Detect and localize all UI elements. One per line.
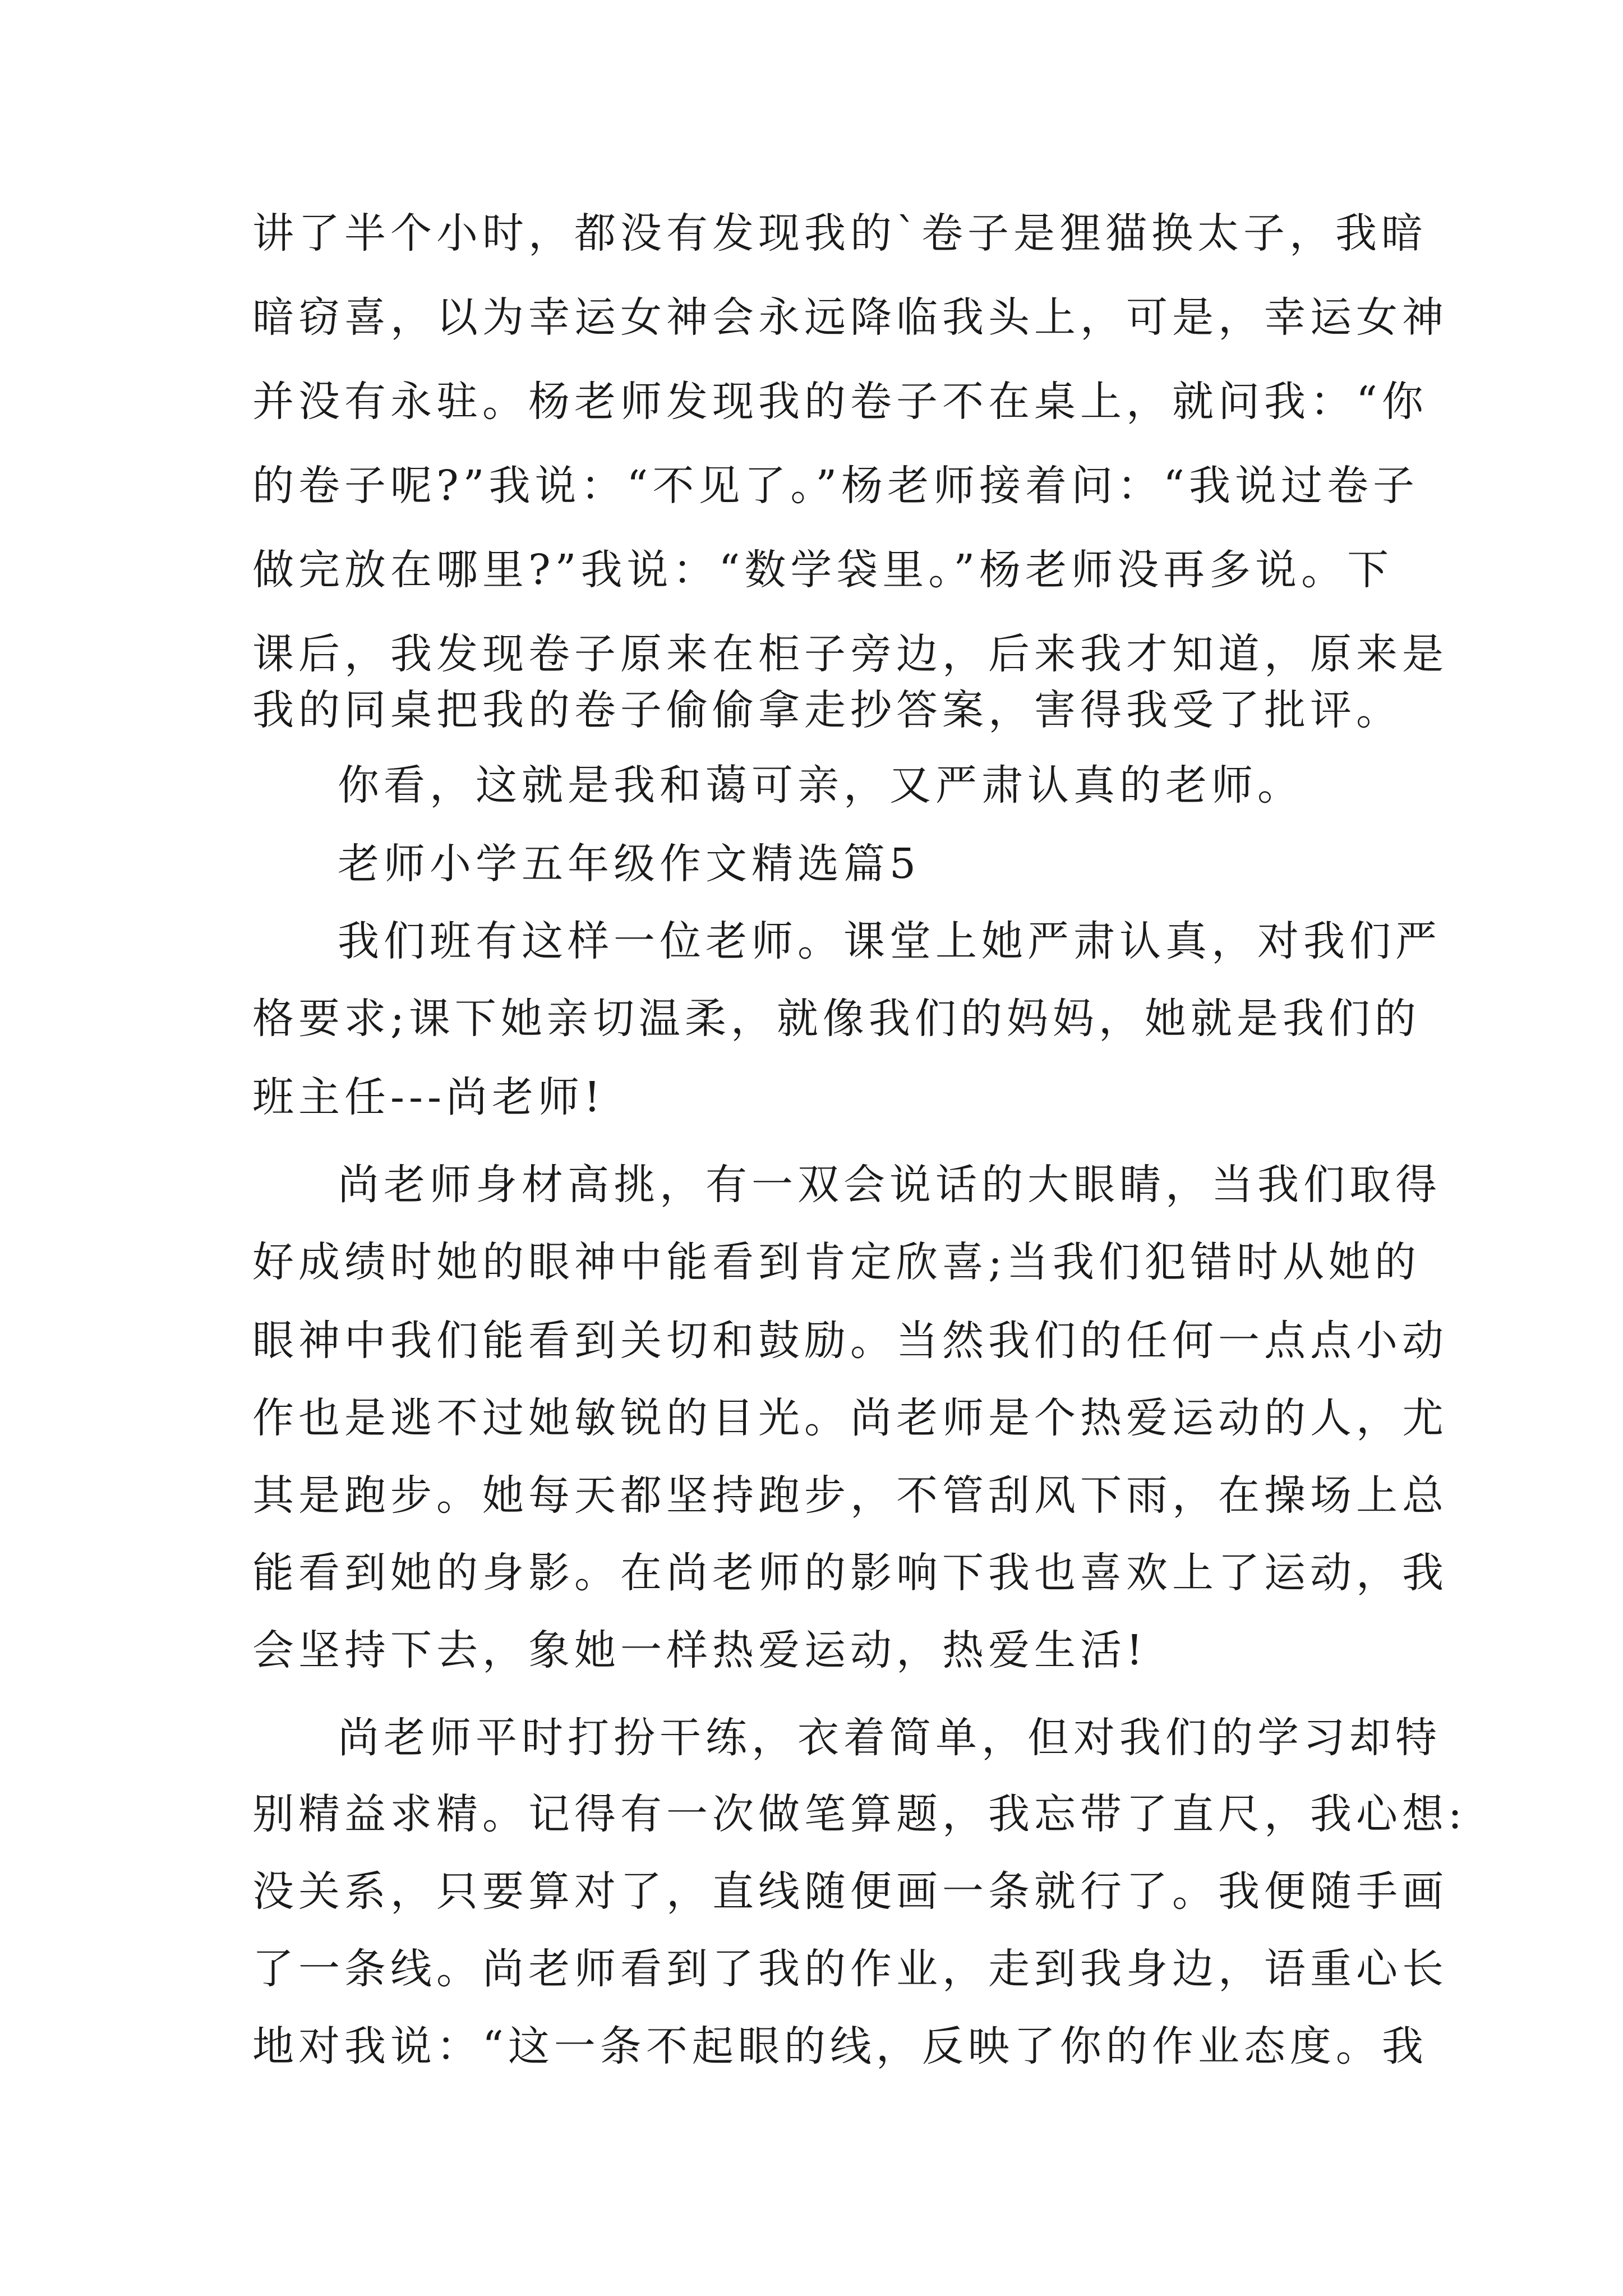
- text-line: 地对我说：“这一条不起眼的线，反映了你的作业态度。我: [252, 2022, 1428, 2070]
- text-line: 作也是逃不过她敏锐的目光。尚老师是个热爱运动的人，尤: [252, 1394, 1448, 1442]
- text-line: 尚老师平时打扮干练，衣着简单，但对我们的学习却特: [338, 1714, 1441, 1762]
- text-line: 会坚持下去，象她一样热爱运动，热爱生活!: [252, 1626, 1147, 1674]
- text-line: 尚老师身材高挑，有一双会说话的大眼睛，当我们取得: [338, 1161, 1441, 1209]
- section-heading: 老师小学五年级作文精选篇5: [338, 840, 921, 888]
- text-line: 的卷子呢?”我说：“不见了。”杨老师接着问：“我说过卷子: [252, 462, 1419, 510]
- text-line: 了一条线。尚老师看到了我的作业，走到我身边，语重心长: [252, 1945, 1448, 1993]
- text-line: 课后，我发现卷子原来在柜子旁边，后来我才知道，原来是: [252, 630, 1448, 678]
- text-line: 我们班有这样一位老师。课堂上她严肃认真，对我们严: [338, 917, 1441, 965]
- text-line: 能看到她的身影。在尚老师的影响下我也喜欢上了运动，我: [252, 1549, 1448, 1597]
- text-line: 别精益求精。记得有一次做笔算题，我忘带了直尺，我心想:: [252, 1790, 1467, 1838]
- text-line: 班主任---尚老师!: [252, 1073, 605, 1121]
- text-line: 好成绩时她的眼神中能看到肯定欣喜;当我们犯错时从她的: [252, 1238, 1421, 1286]
- text-line: 并没有永驻。杨老师发现我的卷子不在桌上，就问我：“你: [252, 378, 1428, 426]
- text-line: 没关系，只要算对了，直线随便画一条就行了。我便随手画: [252, 1867, 1448, 1916]
- text-line: 其是跑步。她每天都坚持跑步，不管刮风下雨，在操场上总: [252, 1471, 1448, 1520]
- text-line: 眼神中我们能看到关切和鼓励。当然我们的任何一点点小动: [252, 1317, 1448, 1365]
- text-line: 我的同桌把我的卷子偷偷拿走抄答案，害得我受了批评。: [252, 686, 1402, 734]
- text-line: 暗窃喜，以为幸运女神会永远降临我头上，可是，幸运女神: [252, 293, 1448, 342]
- text-line: 讲了半个小时，都没有发现我的`卷子是狸猫换太子，我暗: [252, 209, 1427, 257]
- text-line: 格要求;课下她亲切温柔，就像我们的妈妈，她就是我们的: [252, 995, 1421, 1043]
- text-line: 做完放在哪里?”我说：“数学袋里。”杨老师没再多说。下: [252, 546, 1394, 594]
- text-line: 你看，这就是我和蔼可亲，又严肃认真的老师。: [338, 761, 1303, 809]
